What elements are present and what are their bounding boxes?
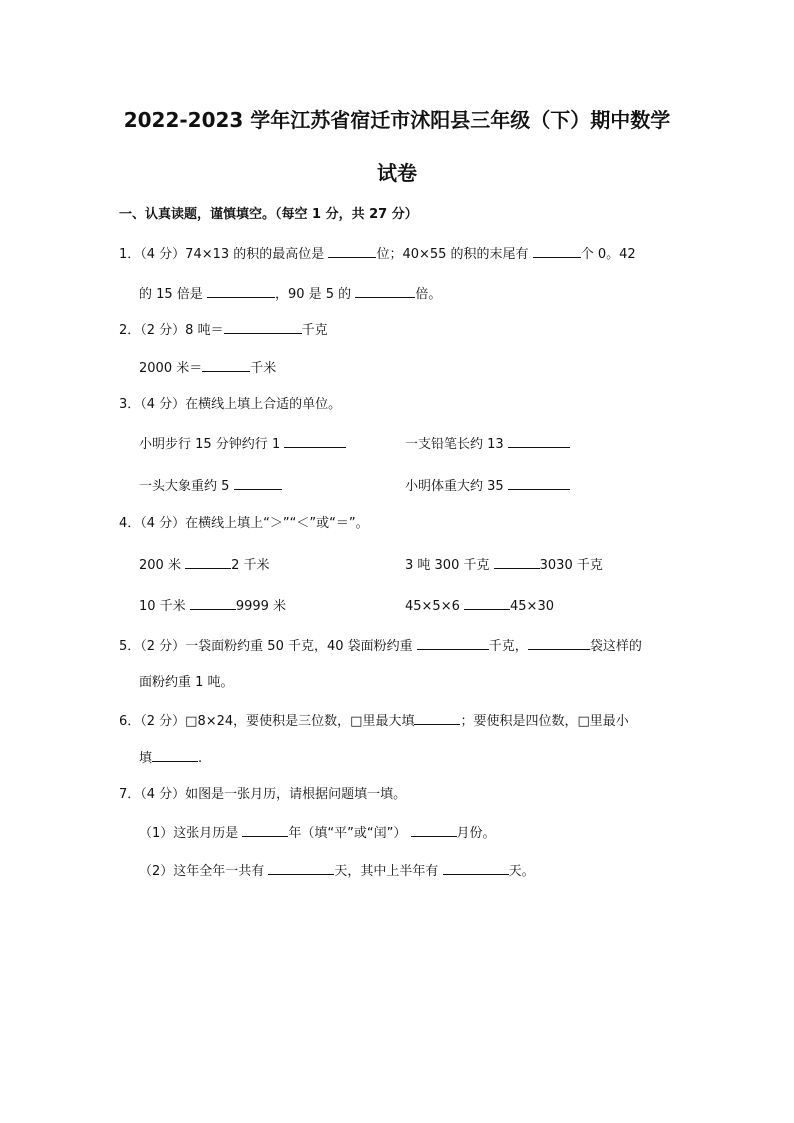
question-5-line-1 [119,637,642,655]
question-4-item-3 [139,597,286,615]
question-1-text-b: 位；40×55 的积的末尾有 [376,247,529,262]
answer-blank[interactable] [411,824,457,837]
question-6-text-c: 填 [139,751,153,766]
question-4-item-2-left: 3 吨 300 千克 [405,558,490,573]
question-7-part-1-text-b: 年（填“平”或“闰”） [288,826,407,841]
question-2-text-d: 千米 [250,361,277,376]
question-3-stem: 3．（4 分）在横线上填上合适的单位。 [119,397,342,412]
question-4-item-4-right: 45×30 [510,599,554,614]
answer-blank[interactable] [284,435,346,448]
answer-blank[interactable] [464,597,510,610]
answer-blank[interactable] [533,245,581,258]
question-1-text-f: 倍。 [415,287,442,302]
question-7-part-2-text-b: 天，其中上半年有 [334,864,439,879]
question-5-line-2: 面粉约重 1 吨。 [139,675,234,690]
answer-blank[interactable] [202,359,250,372]
question-3-item-1-text: 小明步行 15 分钟约行 1 [139,437,281,452]
answer-blank[interactable] [242,824,288,837]
question-2-text-c: 2000 米＝ [139,361,203,376]
question-6-line-2 [139,749,202,767]
question-7-part-1 [139,824,496,842]
question-5-text-a: 5．（2 分）一袋面粉约重 50 千克，40 袋面粉约重 [119,639,413,654]
answer-blank[interactable] [152,749,198,762]
question-1-text-d: 的 15 倍是 [139,287,203,302]
question-1-text-a: 1．（4 分）74×13 的积的最高位是 [119,247,325,262]
answer-blank[interactable] [185,556,231,569]
question-1-line-2 [139,285,441,303]
answer-blank[interactable] [268,862,334,875]
question-4-item-4-left: 45×5×6 [405,599,460,614]
answer-blank[interactable] [414,712,460,725]
document-title-continued: 试卷 [377,161,417,185]
answer-blank[interactable] [443,862,509,875]
question-5-text-b: 千克， [488,639,528,654]
question-6-text-d: . [198,751,203,766]
answer-blank[interactable] [190,597,236,610]
answer-blank[interactable] [417,637,489,650]
question-7-part-2-text-a: （2）这年全年一共有 [139,864,265,879]
question-2-text-b: 千克 [301,323,328,338]
question-4-item-2 [405,556,603,574]
question-1-line-1 [119,245,636,263]
question-6-text-b: ；要使积是四位数，□里最小 [460,714,629,729]
answer-blank[interactable] [528,637,590,650]
question-3-item-3 [139,477,282,495]
question-7-part-1-text-a: （1）这张月历是 [139,826,239,841]
question-4-stem: 4．（4 分）在横线上填上“＞”“＜”或“＝”。 [119,516,369,531]
question-4-item-2-right: 3030 千克 [539,558,603,573]
question-2-line-1 [119,321,328,339]
answer-blank[interactable] [207,285,275,298]
question-1-text-e: ，90 是 5 的 [274,287,352,302]
answer-blank[interactable] [508,477,570,490]
question-3-item-2-text: 一支铅笔长约 13 [405,437,504,452]
question-5-text-c: 袋这样的 [589,639,642,654]
question-3-item-4 [405,477,570,495]
answer-blank[interactable] [508,435,570,448]
question-3-item-4-text: 小明体重大约 35 [405,479,504,494]
question-4-item-4 [405,597,554,615]
question-4-item-3-right: 9999 米 [235,599,287,614]
question-2-text-a: 2．（2 分）8 吨＝ [119,323,224,338]
answer-blank[interactable] [234,477,282,490]
answer-blank[interactable] [328,245,376,258]
question-4-item-1-right: 2 千米 [231,558,270,573]
answer-blank[interactable] [494,556,540,569]
answer-blank[interactable] [355,285,415,298]
section-heading: 一、认真读题，谨慎填空。（每空 1 分，共 27 分） [119,207,418,222]
question-6-line-1 [119,712,629,730]
question-2-line-2 [139,359,276,377]
question-7-part-2 [139,862,535,880]
question-1-text-c: 个 0。42 [580,247,636,262]
question-4-item-1 [139,556,270,574]
question-4-item-3-left: 10 千米 [139,599,186,614]
question-3-item-1 [139,435,346,453]
answer-blank[interactable] [224,321,302,334]
question-3-item-3-text: 一头大象重约 5 [139,479,230,494]
question-6-text-a: 6．（2 分）□8×24，要使积是三位数，□里最大填 [119,714,415,729]
question-7-part-2-text-c: 天。 [508,864,535,879]
question-7-stem: 7．（4 分）如图是一张月历，请根据问题填一填。 [119,787,407,802]
question-7-part-1-text-c: 月份。 [456,826,496,841]
document-title: 2022-2023 学年江苏省宿迁市沭阳县三年级（下）期中数学 [123,108,671,132]
question-3-item-2 [405,435,570,453]
question-4-item-1-left: 200 米 [139,558,181,573]
